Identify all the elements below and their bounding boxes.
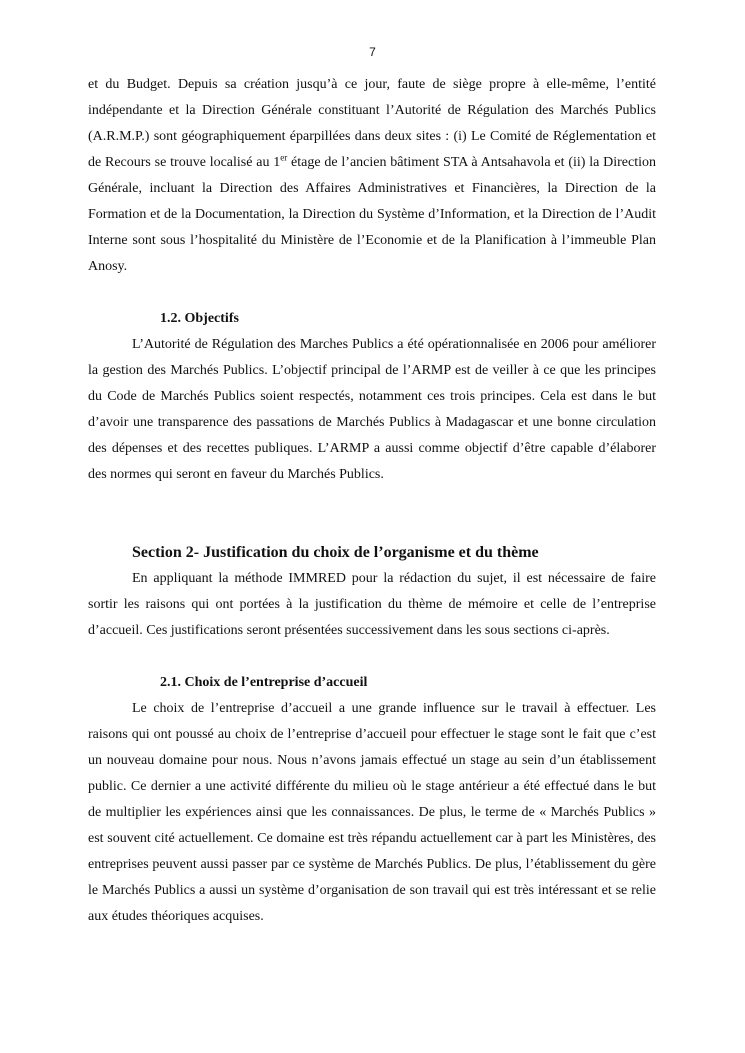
heading-choix-entreprise: 2.1. Choix de l’entreprise d’accueil [160, 675, 368, 690]
spacer [88, 488, 656, 540]
ordinal-superscript: er [280, 152, 288, 163]
section2-paragraph: En appliquant la méthode IMMRED pour la rédaction du sujet, il est nécessaire de faire sortir les raisons qui ont portées à la justification du thème de mémoire et celle de l’entreprise d’accueil. Ces justifications seront présentées successivement dans les sous sections ci-après. [88, 571, 656, 638]
choix-paragraph: Le choix de l’entreprise d’accueil a une grande influence sur le travail à effectuer. Les raisons qui ont poussé au choix de l’entreprise d’accueil pour effectuer le stage sont le fait que c’est un nouveau domaine pour nous. Nous n’avons jamais effectué un stage au sein d’un établissement public. Ce dernier a une activité différente du milieu où le stage antérieur a été effectué dans le but de multiplier les expériences ainsi que les connaissances. De plus, le terme de « Marchés Publics » est souvent cité actuellement. Ce domaine est très répandu actuellement car à part les Ministères, des entreprises peuvent aussi passer par ce système de Marchés Publics. De plus, l’établissement du gère le Marchés Publics a aussi un système d’organisation de son travail qui est très intéressant et se relie aux études théoriques acquises. [88, 701, 656, 924]
intro-text-part-1: et du Budget. Depuis sa création jusqu’à ce jour, faute de siège propre à elle-même, l’entité indépendante et la Direction Générale constituant l’Autorité de Régulation des Marchés Publics (A.R.M.P.) sont géographiquement éparpillées dans deux sites : (i) Le Comité de Réglementation et de Recours se trouve localisé au 1 [88, 77, 656, 170]
spacer [88, 280, 656, 306]
objectifs-paragraph: L’Autorité de Régulation des Marches Publics a été opérationnalisée en 2006 pour améliorer la gestion des Marchés Publics. L’objectif principal de l’ARMP est de veiller à ce que les principes du Code de Marchés Publics soient respectés, notamment ces trois principes. Cela est dans le but d’avoir une transparence des passations de Marchés Publics à Madagascar et une bonne circulation des dépenses et des recettes publiques. L’ARMP a aussi comme objectif d’être capable d’élaborer des normes qui seront en faveur du Marchés Publics. [88, 337, 656, 482]
heading-section-2: Section 2- Justification du choix de l’organisme et du thème [132, 544, 539, 561]
document-body [88, 72, 656, 930]
intro-text-part-2: étage de l’ancien bâtiment STA à Antsahavola et (ii) la Direction Générale, incluant la Direction des Affaires Administratives et Financières, la Direction de la Formation et de la Documentation, la Direction du Système d’Information, et la Direction de l’Audit Interne sont sous l’hospitalité du Ministère de l’Economie et de la Planification à l’immeuble Plan Anosy. [88, 155, 656, 274]
heading-objectifs: 1.2. Objectifs [160, 311, 239, 326]
page-number: 7 [369, 45, 376, 59]
spacer [88, 644, 656, 670]
intro-paragraph [88, 72, 656, 280]
